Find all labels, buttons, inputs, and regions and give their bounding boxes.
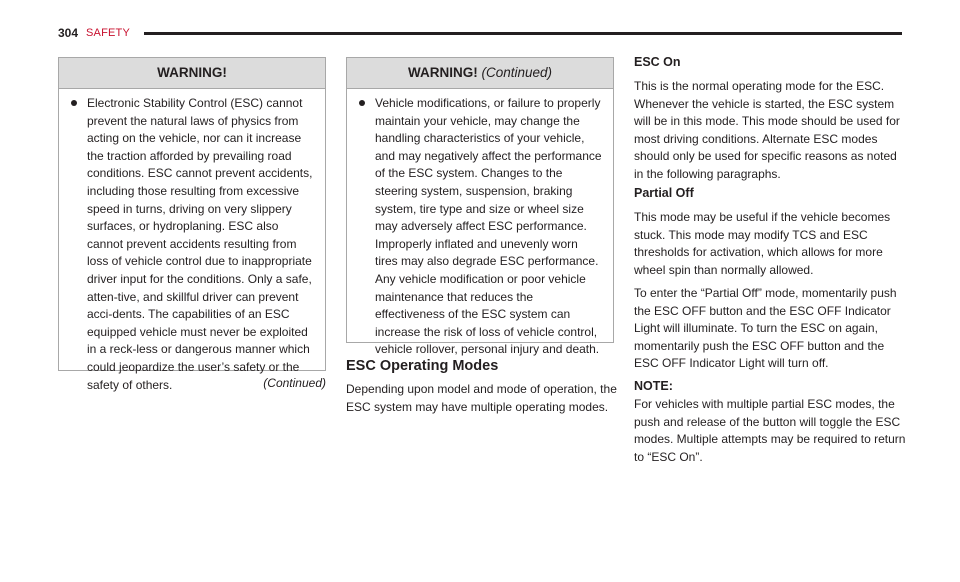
esc-on-text: This is the normal operating mode for the ESC. Whenever the vehicle is started, the ESC system will be in this mode. This mode should be used for most driving conditions. Alternate ESC modes should only be used for specific reasons as noted in the following paragraphs. [634, 79, 900, 181]
page-header [58, 26, 902, 42]
partial-off-text: This mode may be useful if the vehicle becomes stuck. This mode may modify TCS and ESC thresholds for activation, which allows for more wheel spin than normally allowed. [634, 210, 891, 277]
partial-off-heading: Partial Off [634, 186, 694, 200]
warning-body-continued [347, 89, 613, 365]
page-number: 304 [58, 26, 79, 40]
warning-title: WARNING! [59, 58, 325, 89]
warning-title-continued [347, 58, 613, 89]
warning-box-continued [346, 57, 614, 357]
continued-label: (Continued) [263, 376, 326, 390]
warning-text: Electronic Stability Control (ESC) cannot prevent the natural laws of physics from acting on the vehicle, nor can it increase the traction afforded by prevailing road conditions. ESC cannot prevent accidents, including those resulting from excessive speed in turns, driving on very slippery surfaces, or hydroplaning. ESC also cannot prevent accidents resulting from loss of vehicle control due to inappropriate driver input for the conditions. Only a safe, atten-tive, and skillful driver can prevent acci-dents. The capabilities of an ESC equipped vehicle must never be exploited in a reck-less or dangerous manner which could jeopardize the user’s safety or the safety of others. [87, 96, 313, 392]
warning-title-suffix: (Continued) [481, 65, 553, 80]
bullet-icon [71, 100, 77, 106]
bullet-icon [359, 100, 365, 106]
warning-text: Vehicle modifications, or failure to properly maintain your vehicle, may change the handling characteristics of your vehicle, and may negatively affect the performance of the ESC system. Changes to the steering system, suspension, braking system, tire type and size or wheel size may adversely affect ESC performance. Improperly inflated and unevenly worn tires may also degrade ESC performance. Any vehicle modification or poor vehicle maintenance that reduces the effectiveness of the ESC system can increase the risk of loss of vehicle control, vehicle rollover, personal injury and death. [375, 96, 602, 357]
esc-on-heading: ESC On [634, 55, 681, 69]
warning-body [59, 89, 325, 400]
partial-off-instructions: To enter the “Partial Off” mode, momentarily push the ESC OFF button and the ESC OFF Indicator Light will illuminate. To turn the ESC on again, momentarily push the ESC OFF button and the ESC OFF Indicator Light will turn off. [634, 286, 897, 371]
note-text: For vehicles with multiple partial ESC modes, the push and release of the button will toggle the ESC modes. Multiple attempts may be required to return to “ESC On”. [634, 397, 906, 464]
warning-title-text: WARNING! [407, 65, 478, 80]
note-heading: NOTE: [634, 379, 673, 393]
section-heading: ESC Operating Modes [346, 358, 499, 374]
section-name: SAFETY [86, 27, 130, 39]
header-rule [144, 32, 902, 35]
section-intro: Depending upon model and mode of operation, the ESC system may have multiple operating modes. [346, 382, 617, 414]
